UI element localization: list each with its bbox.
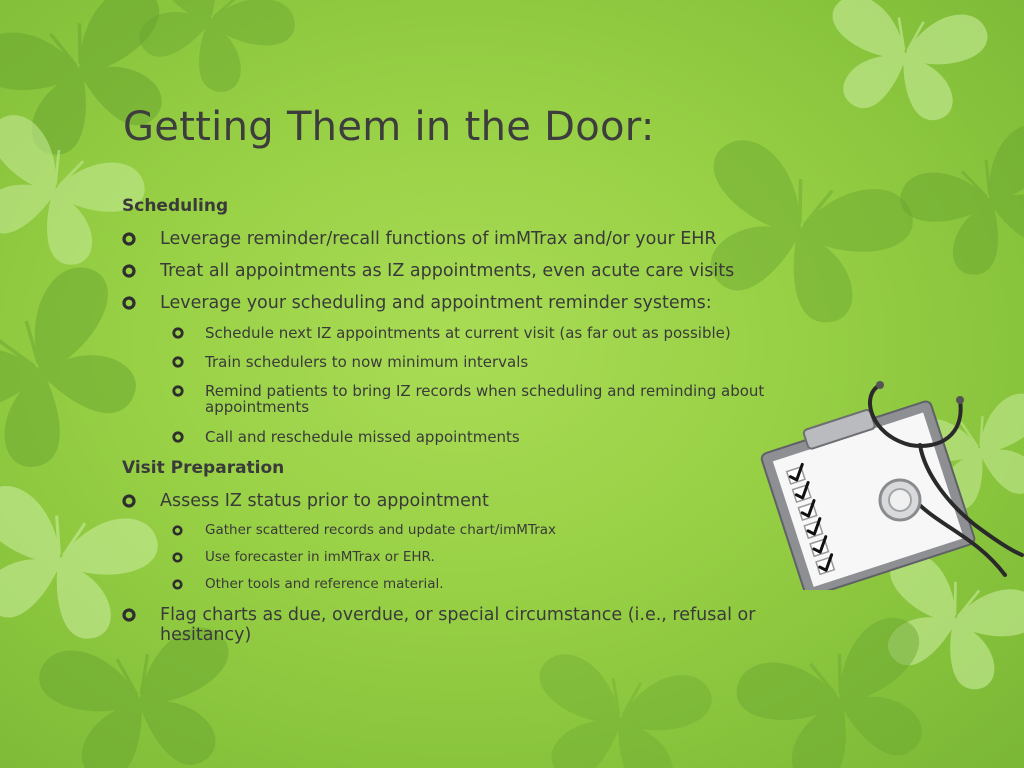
sub-bullet-item [172,549,812,565]
bullet-text: Leverage reminder/recall functions of imMTrax and/or your EHR [160,229,717,249]
bullet-item [122,293,832,313]
sub-bullet-text: Call and reschedule missed appointments [205,428,520,446]
section-heading-visit-preparation: Visit Preparation [122,458,285,478]
ring-bullet-icon [172,356,184,368]
sub-bullet-item [172,522,812,538]
bullet-text: Assess IZ status prior to appointment [160,491,489,511]
ring-bullet-icon [172,431,184,443]
sub-bullet-item [172,354,812,370]
sub-bullet-item [172,325,812,341]
ring-bullet-icon [172,385,184,397]
bullet-text: Flag charts as due, overdue, or special circumstance (i.e., refusal or hesitancy) [160,605,756,645]
bullet-text: Treat all appointments as IZ appointments, even acute care visits [160,261,735,281]
sub-bullet-item [172,383,802,415]
ring-bullet-icon [122,264,136,278]
sub-bullet-text: Use forecaster in imMTrax or EHR. [205,549,435,565]
bullet-item [122,605,822,645]
sub-bullet-text: Train schedulers to now minimum intervals [205,353,529,371]
ring-bullet-icon [122,296,136,310]
ring-bullet-icon [172,579,183,590]
slide-title: Getting Them in the Door: [123,104,655,150]
bullet-item [122,229,832,249]
ring-bullet-icon [122,232,136,246]
ring-bullet-icon [122,608,136,622]
sub-bullet-text: Remind patients to bring IZ records when scheduling and reminding about appointments [205,382,765,416]
bullet-item [122,491,832,511]
bullet-item [122,261,832,281]
bullet-text: Leverage your scheduling and appointment reminder systems: [160,293,712,313]
section-heading-scheduling: Scheduling [122,196,229,216]
ring-bullet-icon [172,552,183,563]
clipboard-stethoscope-icon [760,375,1024,590]
sub-bullet-text: Other tools and reference material. [205,576,444,592]
ring-bullet-icon [122,494,136,508]
ring-bullet-icon [172,525,183,536]
sub-bullet-item [172,429,812,445]
ring-bullet-icon [172,327,184,339]
sub-bullet-text: Gather scattered records and update chart/imMTrax [205,522,557,538]
sub-bullet-item [172,576,812,592]
sub-bullet-text: Schedule next IZ appointments at current visit (as far out as possible) [205,324,731,342]
